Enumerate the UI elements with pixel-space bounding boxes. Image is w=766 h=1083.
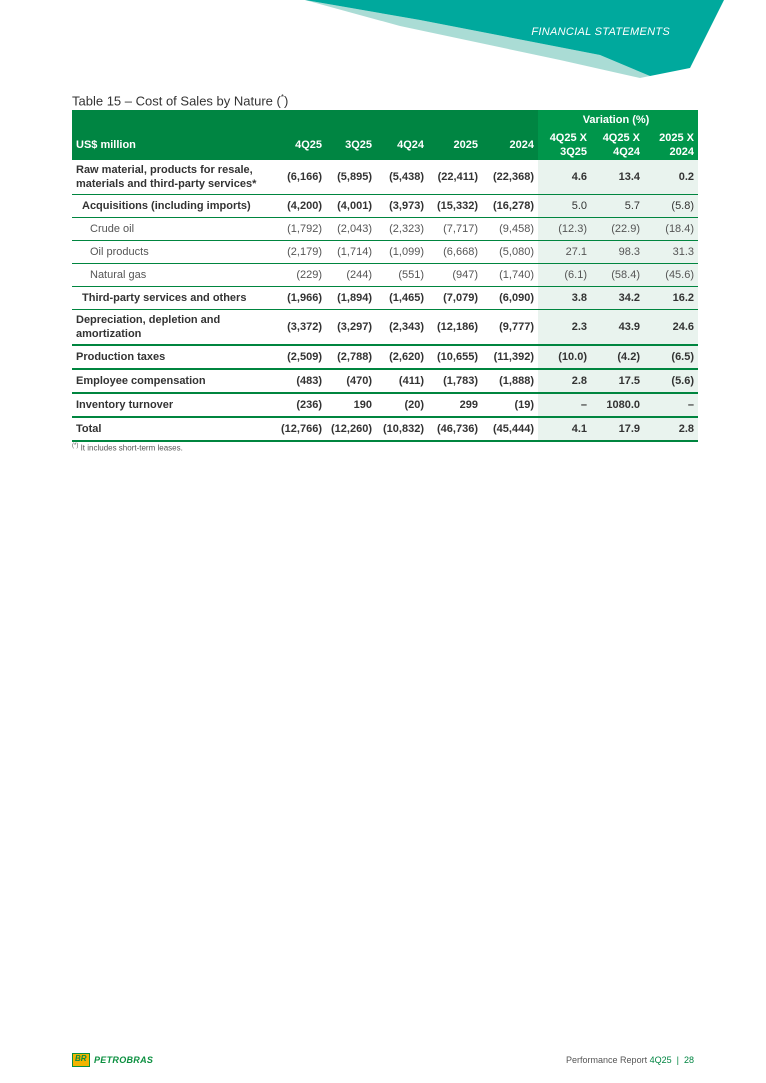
petrobras-logo: BR PETROBRAS [72,1053,153,1067]
table-row: Depreciation, depletion and amortization (3,372) (3,297) (2,343) (12,186) (9,777) 2.3 43.9 24.6 [72,310,698,346]
table-row: Natural gas (229) (244) (551) (947) (1,740) (6.1) (58.4) (45.6) [72,264,698,287]
table-row: Acquisitions (including imports) (4,200) (4,001) (3,973) (15,332) (16,278) 5.0 5.7 (5.8) [72,195,698,218]
col-header: 2024 [509,139,534,151]
header-variation-row [72,110,698,130]
table-row: Employee compensation (483) (470) (411) (1,783) (1,888) 2.8 17.5 (5.6) [72,369,698,393]
col-header: 4Q25 [295,139,322,151]
cost-of-sales-table [72,110,698,442]
header-columns-row [72,130,698,160]
page-footer: Performance Report 4Q25 | 28 [566,1055,694,1065]
section-title: FINANCIAL STATEMENTS [531,26,670,38]
var-col-header: 2025 X 2024 [644,130,698,160]
table-row: Raw material, products for resale, materials and third-party services* (6,166) (5,895) (5,438) (22,411) (22,368) 4.6 13.4 0.2 [72,160,698,195]
col-header: 3Q25 [345,139,372,151]
table-row-total: Total (12,766) (12,260) (10,832) (46,736) (45,444) 4.1 17.9 2.8 [72,417,698,441]
table-row: Production taxes (2,509) (2,788) (2,620) (10,655) (11,392) (10.0) (4.2) (6.5) [72,345,698,369]
table-row: Inventory turnover (236) 190 (20) 299 (19) – 1080.0 – [72,393,698,417]
var-col-header: 4Q25 X 3Q25 [538,130,591,160]
page-number: 28 [683,1055,694,1065]
br-logo-icon: BR [72,1053,90,1067]
table-row: Third-party services and others (1,966) (1,894) (1,465) (7,079) (6,090) 3.8 34.2 16.2 [72,287,698,310]
table-row: Crude oil (1,792) (2,043) (2,323) (7,717) (9,458) (12.3) (22.9) (18.4) [72,218,698,241]
col-header: 4Q24 [397,139,424,151]
footnote: (*) It includes short-term leases. [72,443,183,453]
variation-header: Variation (%) [538,110,698,130]
col-header: 2025 [453,139,478,151]
var-col-header: 4Q25 X 4Q24 [591,130,644,160]
table-title: Table 15 – Cost of Sales by Nature (*) [72,93,289,109]
unit-label: US$ million [76,139,136,151]
header-banner [0,0,766,80]
table-row: Oil products (2,179) (1,714) (1,099) (6,668) (5,080) 27.1 98.3 31.3 [72,241,698,264]
